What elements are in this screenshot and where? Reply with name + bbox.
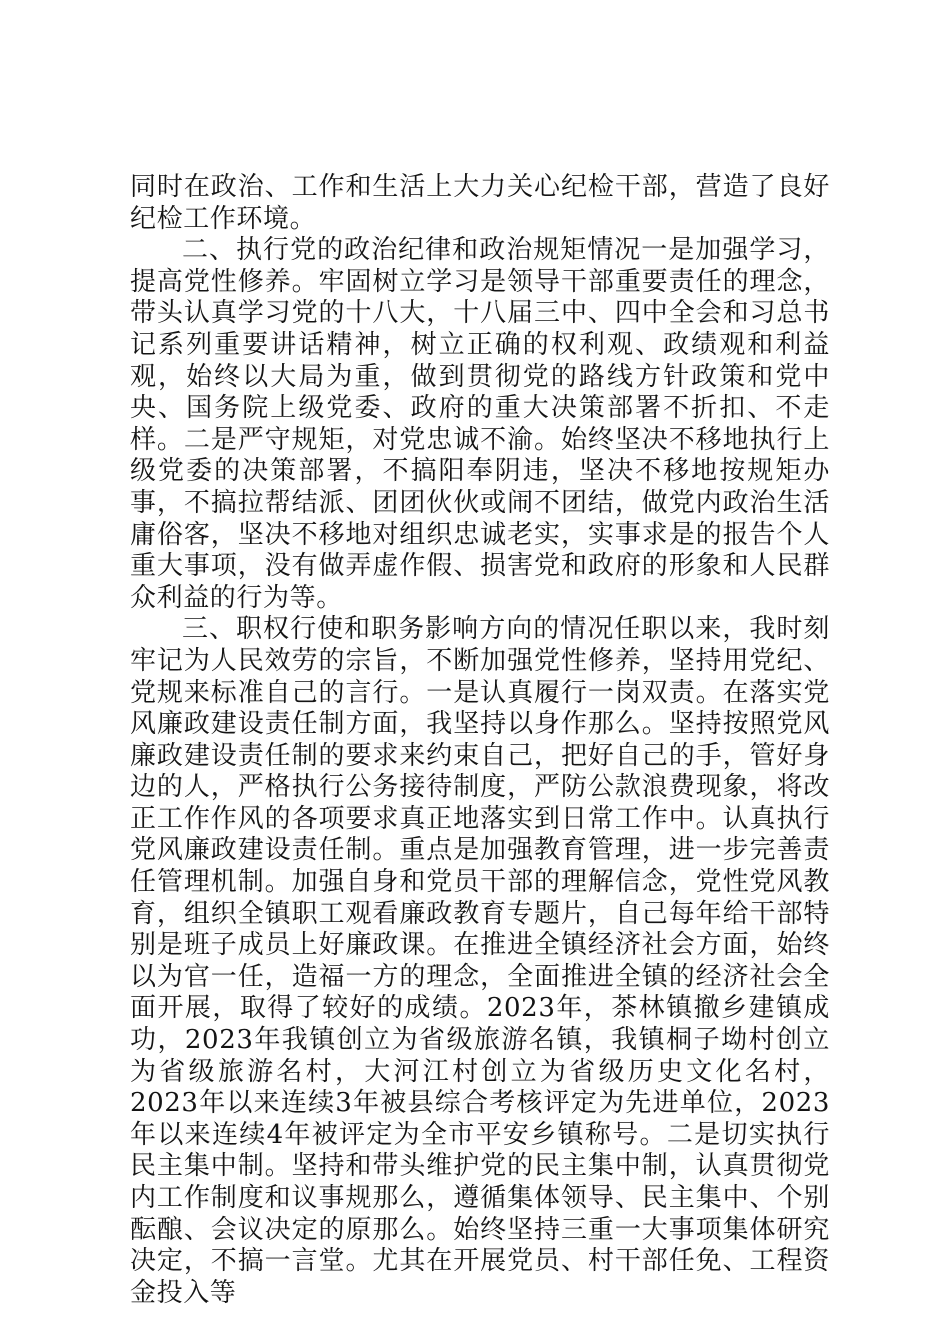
document-body [130, 172, 830, 1309]
paragraph-section-two: 二、执行党的政治纪律和政治规矩情况一是加强学习，提高党性修养。牢固树立学习是领导干部重要责任的理念，带头认真学习党的十八大，十八届三中、四中全会和习总书记系列重要讲话精神，树立正确的权利观、政绩观和利益观，始终以大局为重，做到贯彻党的路线方针政策和党中央、国务院上级党委、政府的重大决策部署不折扣、不走样。二是严守规矩，对党忠诚不渝。始终坚决不移地执行上级党委的决策部署，不搞阳奉阴违，坚决不移地按规矩办事，不搞拉帮结派、团团伙伙或闹不团结，做党内政治生活庸俗客，坚决不移地对组织忠诚老实，实事求是的报告个人重大事项，没有做弄虚作假、损害党和政府的形象和人民群众利益的行为等。 [130, 235, 830, 613]
paragraph-continued: 同时在政治、工作和生活上大力关心纪检干部，营造了良好纪检工作环境。 [130, 172, 830, 234]
paragraph-section-three: 三、职权行使和职务影响方向的情况任职以来，我时刻牢记为人民效劳的宗旨，不断加强党性修养，坚持用党纪、党规来标准自己的言行。一是认真履行一岗双责。在落实党风廉政建设责任制方面，我坚持以身作那么。坚持按照党风廉政建设责任制的要求来约束自己，把好自己的手，管好身边的人，严格执行公务接待制度，严防公款浪费现象，将改正工作作风的各项要求真正地落实到日常工作中。认真执行党风廉政建设责任制。重点是加强教育管理，进一步完善责任管理机制。加强自身和党员干部的理解信念，党性党风教育，组织全镇职工观看廉政教育专题片，自己每年给干部特别是班子成员上好廉政课。在推进全镇经济社会方面，始终以为官一任，造福一方的理念，全面推进全镇的经济社会全面开展，取得了较好的成绩。2023年，茶林镇撤乡建镇成功，2023年我镇创立为省级旅游名镇，我镇桐子坳村创立为省级旅游名村，大河江村创立为省级历史文化名村，2023年以来连续3年被县综合考核评定为先进单位，2023年以来连续4年被评定为全市平安乡镇称号。二是切实执行民主集中制。坚持和带头维护党的民主集中制，认真贯彻党内工作制度和议事规那么，遵循集体领导、民主集中、个别酝酿、会议决定的原那么。始终坚持三重一大事项集体研究决定，不搞一言堂。尤其在开展党员、村干部任免、工程资金投入等 [130, 614, 830, 1308]
